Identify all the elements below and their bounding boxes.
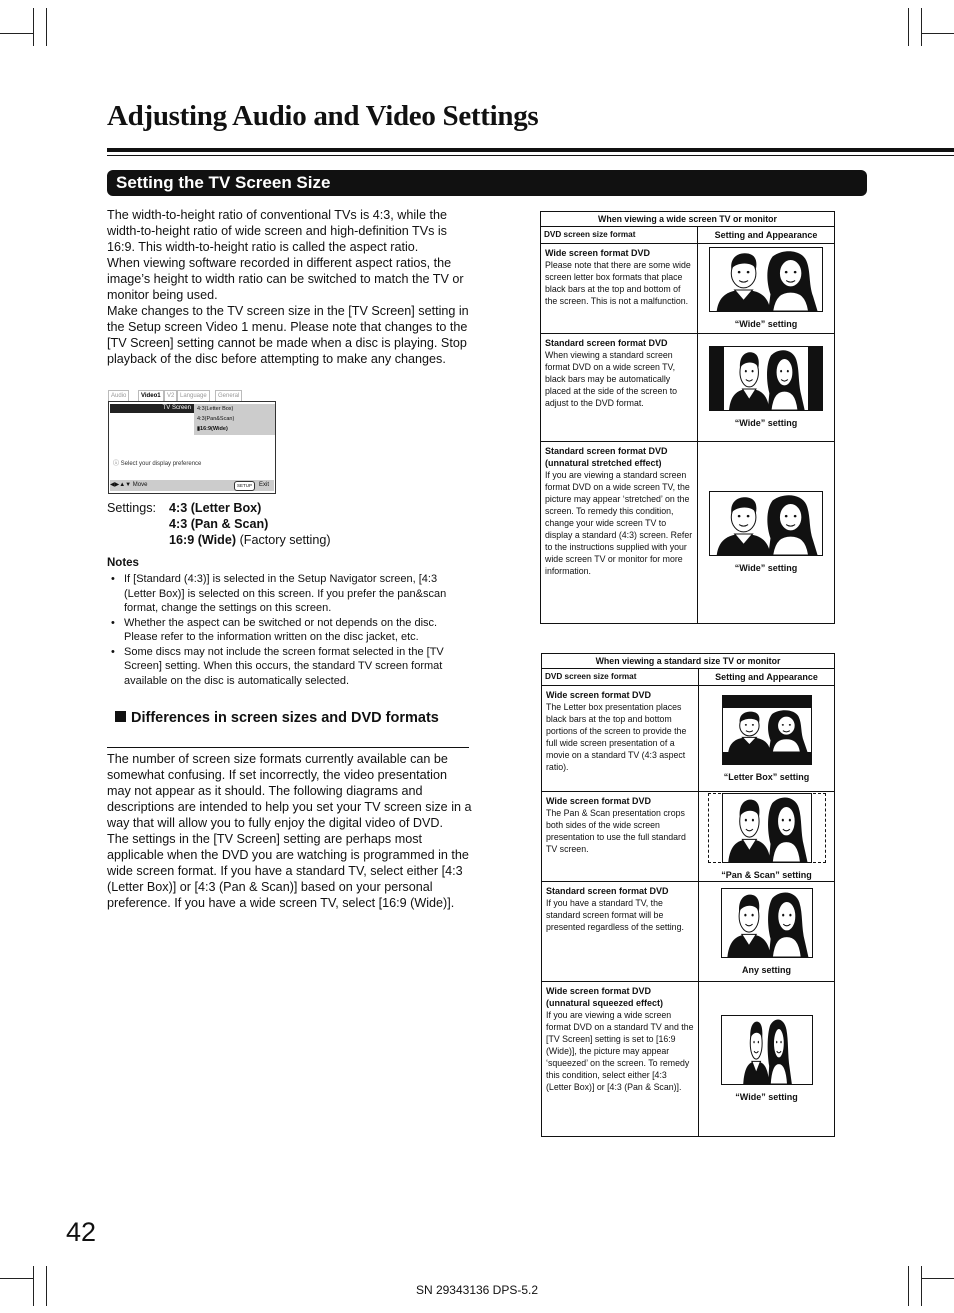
crop-mark bbox=[921, 8, 922, 46]
couple-image-icon bbox=[740, 1016, 794, 1084]
illustration-cell bbox=[699, 686, 835, 792]
tab-audio: Audio bbox=[108, 390, 129, 402]
factory-setting-note: (Factory setting) bbox=[239, 533, 331, 547]
subsection-paragraph: The number of screen size formats currently available can be somewhat confusing. If set incorrectly, the video presentation may not appear as it should. The following diagrams and descriptions are intended to help you set your TV screen size in a way that will allow you to fully enjoy the digital video of DVD. bbox=[107, 752, 472, 830]
column-header: DVD screen size format bbox=[542, 669, 699, 686]
subsection-heading-text: Differences in screen sizes and DVD formats bbox=[131, 710, 439, 726]
illustration-cell bbox=[699, 882, 835, 982]
illustration-cell bbox=[698, 334, 835, 442]
footer-code: SN 29343136 DPS-5.2 bbox=[415, 1283, 539, 1297]
illustration-cell bbox=[699, 792, 835, 882]
setting-wide: 16:9 (Wide) bbox=[169, 533, 237, 547]
row-text: If you are viewing a wide screen format DVD on a standard TV and the [TV Screen] setting is set to [16:9 (Wide)], the picture may appear ‘squeezed’ on the screen. To remedy this condition, select either [4:3 (Letter Box)] or [4:3 (Pan & Scan)]. bbox=[546, 1010, 694, 1092]
couple-image-icon bbox=[723, 708, 811, 752]
row-title: Wide screen format DVD bbox=[545, 248, 650, 258]
row-subtitle: (unnatural squeezed effect) bbox=[546, 998, 664, 1008]
setup-menu-screenshot bbox=[108, 389, 276, 494]
illustration-caption: “Wide” setting bbox=[734, 418, 798, 428]
tv-illustration bbox=[722, 793, 812, 863]
subsection-text bbox=[107, 751, 472, 911]
crop-mark bbox=[921, 33, 954, 34]
option-wide bbox=[194, 424, 275, 434]
column-header: DVD screen size format bbox=[541, 227, 698, 244]
arrow-keys-icon: ◀▶▲▼ bbox=[110, 482, 132, 488]
menu-nav-bar bbox=[110, 480, 274, 491]
intro-paragraph: Make changes to the TV screen size in the [TV Screen] setting in the Setup screen Video 1 menu. Please note that changes to the [TV Screen] setting cannot be made when a disc is playing. Stop playback of the disc before attempting to make any changes. bbox=[107, 304, 469, 366]
selected-marker-icon: ▮ bbox=[197, 426, 201, 432]
table-row bbox=[541, 442, 698, 624]
tv-illustration bbox=[709, 491, 823, 556]
row-text: The Pan & Scan presentation crops both sides of the wide screen presentation to use the full standard TV screen. bbox=[546, 808, 686, 854]
menu-tabs bbox=[108, 389, 276, 401]
tv-screen-options bbox=[194, 404, 275, 435]
table-row bbox=[542, 792, 699, 882]
crop-mark bbox=[0, 1278, 33, 1279]
title-rule bbox=[107, 148, 954, 152]
settings-list bbox=[107, 500, 331, 548]
note-item: • Whether the aspect can be switched or not depends on the disc. Please refer to the information written on the disc jacket, etc. bbox=[111, 616, 471, 645]
image-area bbox=[724, 347, 808, 410]
row-text: If you have a standard TV, the standard screen format will be presented regardless of the setting. bbox=[546, 898, 684, 932]
tab-general: General bbox=[215, 390, 242, 402]
row-subtitle: (unnatural stretched effect) bbox=[545, 458, 662, 468]
image-area bbox=[740, 1016, 794, 1084]
section-title: Setting the TV Screen Size bbox=[107, 170, 867, 196]
illustration-caption: “Wide” setting bbox=[734, 563, 798, 573]
table-row bbox=[542, 882, 699, 982]
subsection-paragraph: The settings in the [TV Screen] setting are perhaps most applicable when the DVD you are watching is programmed in the wide screen format. If you have a standard TV, select either [4:3 (Letter Box)] or [4:3 (Pan & Scan)] based on your personal preference. If you have a wide screen TV, select [16:9 (Wide)]. bbox=[107, 832, 469, 910]
standard-screen-table bbox=[541, 653, 835, 1137]
tv-illustration bbox=[721, 1015, 813, 1085]
row-text: Please note that there are some wide screen letter box formats that place black bars at the top and bottom of the screen. This is not a malfunction. bbox=[545, 260, 691, 306]
option-letterbox: 4:3(Letter Box) bbox=[197, 406, 234, 412]
column-header: Setting and Appearance bbox=[699, 669, 835, 686]
couple-image-icon bbox=[722, 889, 812, 957]
square-bullet-icon bbox=[115, 711, 126, 722]
illustration-caption: Any setting bbox=[742, 964, 792, 975]
crop-mark bbox=[0, 33, 33, 34]
page-title: Adjusting Audio and Video Settings bbox=[107, 100, 539, 132]
subsection-rule bbox=[107, 747, 469, 748]
table-row bbox=[542, 686, 699, 792]
table-header: When viewing a standard size TV or monitor bbox=[542, 654, 835, 669]
setup-key-icon: SETUP bbox=[234, 481, 255, 491]
illustration-cell bbox=[698, 244, 835, 334]
illustration-caption: “Pan & Scan” setting bbox=[721, 869, 812, 880]
settings-line bbox=[107, 532, 331, 548]
tv-screen-label: TV Screen bbox=[110, 404, 194, 413]
crop-mark bbox=[921, 1278, 954, 1279]
intro-paragraph: When viewing software recorded in different aspect ratios, the image’s height to width ratio can be switched to match the TV or monitor being used. bbox=[107, 256, 464, 302]
column-header: Setting and Appearance bbox=[698, 227, 835, 244]
note-item: • Some discs may not include the screen format selected in the [TV Screen] setting. When this occurs, the standard TV screen format available on the disc is automatically selected. bbox=[111, 645, 471, 689]
couple-image-icon bbox=[724, 347, 808, 410]
info-icon: ⓘ bbox=[113, 461, 121, 467]
row-title: Wide screen format DVD bbox=[546, 796, 651, 806]
notes-list bbox=[111, 572, 471, 688]
move-label: Move bbox=[132, 482, 148, 488]
intro-text bbox=[107, 207, 472, 367]
row-title: Standard screen format DVD bbox=[546, 886, 669, 896]
menu-screen bbox=[108, 401, 276, 494]
subsection-heading bbox=[115, 709, 470, 727]
option-panscan: 4:3(Pan&Scan) bbox=[197, 416, 235, 422]
table-row bbox=[541, 244, 698, 334]
setting-panscan: 4:3 (Pan & Scan) bbox=[169, 517, 269, 531]
row-text: The Letter box presentation places black bars at the top and bottom portions of the screen to provide the full wide screen presentation of a movie on a standard TV (4:3 aspect ratio). bbox=[546, 702, 687, 772]
exit-label: Exit bbox=[259, 482, 270, 488]
tv-illustration bbox=[722, 695, 812, 765]
row-title: Standard screen format DVD bbox=[545, 446, 668, 456]
crop-mark bbox=[33, 8, 34, 46]
tab-video2: V2 bbox=[164, 390, 177, 402]
couple-image-icon bbox=[723, 794, 811, 862]
setting-letterbox: 4:3 (Letter Box) bbox=[169, 501, 262, 515]
tv-illustration bbox=[709, 247, 823, 312]
crop-mark bbox=[46, 8, 47, 46]
couple-image-icon bbox=[710, 492, 822, 555]
settings-label: Settings: bbox=[107, 501, 157, 515]
illustration-caption: “Wide” setting bbox=[734, 319, 798, 329]
tab-video1: Video1 bbox=[138, 390, 164, 402]
row-title: Wide screen format DVD bbox=[546, 690, 651, 700]
crop-mark bbox=[908, 8, 909, 46]
table-row bbox=[542, 982, 699, 1137]
illustration-caption: “Wide” setting bbox=[735, 1092, 798, 1102]
settings-line bbox=[107, 500, 331, 516]
option-wide-label: 16:9(Wide) bbox=[200, 426, 228, 432]
menu-hint bbox=[113, 458, 201, 467]
row-text: When viewing a standard screen format DVD on a wide screen TV, black bars may be automatically placed at the side of the screen to adjust to the DVD format. bbox=[545, 350, 678, 408]
tv-illustration bbox=[709, 346, 823, 411]
illustration-cell bbox=[699, 982, 835, 1137]
illustration-caption: “Letter Box” setting bbox=[723, 771, 810, 782]
tv-illustration bbox=[721, 888, 813, 958]
row-title: Standard screen format DVD bbox=[545, 338, 668, 348]
illustration-cell bbox=[698, 442, 835, 624]
title-rule-thin bbox=[107, 155, 954, 156]
row-text: If you are viewing a standard screen format DVD on a wide screen TV, the picture may appear ‘stretched’ on the screen. To remedy this condition, change your wide screen TV to display a standard (4:3) screen. Refer to the instructions supplied with your wide screen TV or monitor for more information. bbox=[545, 470, 693, 576]
page-number: 42 bbox=[66, 1217, 97, 1247]
notes-heading: Notes bbox=[107, 557, 139, 569]
row-title: Wide screen format DVD bbox=[546, 986, 651, 996]
settings-line bbox=[107, 516, 331, 532]
image-area bbox=[723, 708, 811, 752]
couple-image-icon bbox=[710, 248, 822, 311]
intro-paragraph: The width-to-height ratio of conventional TVs is 4:3, while the width-to-height ratio of wide screen and high-definition TVs is 16:9. This width-to-height ratio is called the aspect ratio. bbox=[107, 208, 447, 254]
menu-hint-text: Select your display preference bbox=[120, 461, 202, 467]
table-row bbox=[541, 334, 698, 442]
table-header: When viewing a wide screen TV or monitor bbox=[541, 212, 835, 227]
wide-screen-table bbox=[540, 211, 835, 624]
tab-language: Language bbox=[177, 390, 210, 402]
pan-scan-frame bbox=[708, 793, 826, 863]
note-item: • If [Standard (4:3)] is selected in the Setup Navigator screen, [4:3 (Letter Box)] is selected on this screen. If you prefer the pan&scan format, change the settings on this screen. bbox=[111, 572, 471, 616]
